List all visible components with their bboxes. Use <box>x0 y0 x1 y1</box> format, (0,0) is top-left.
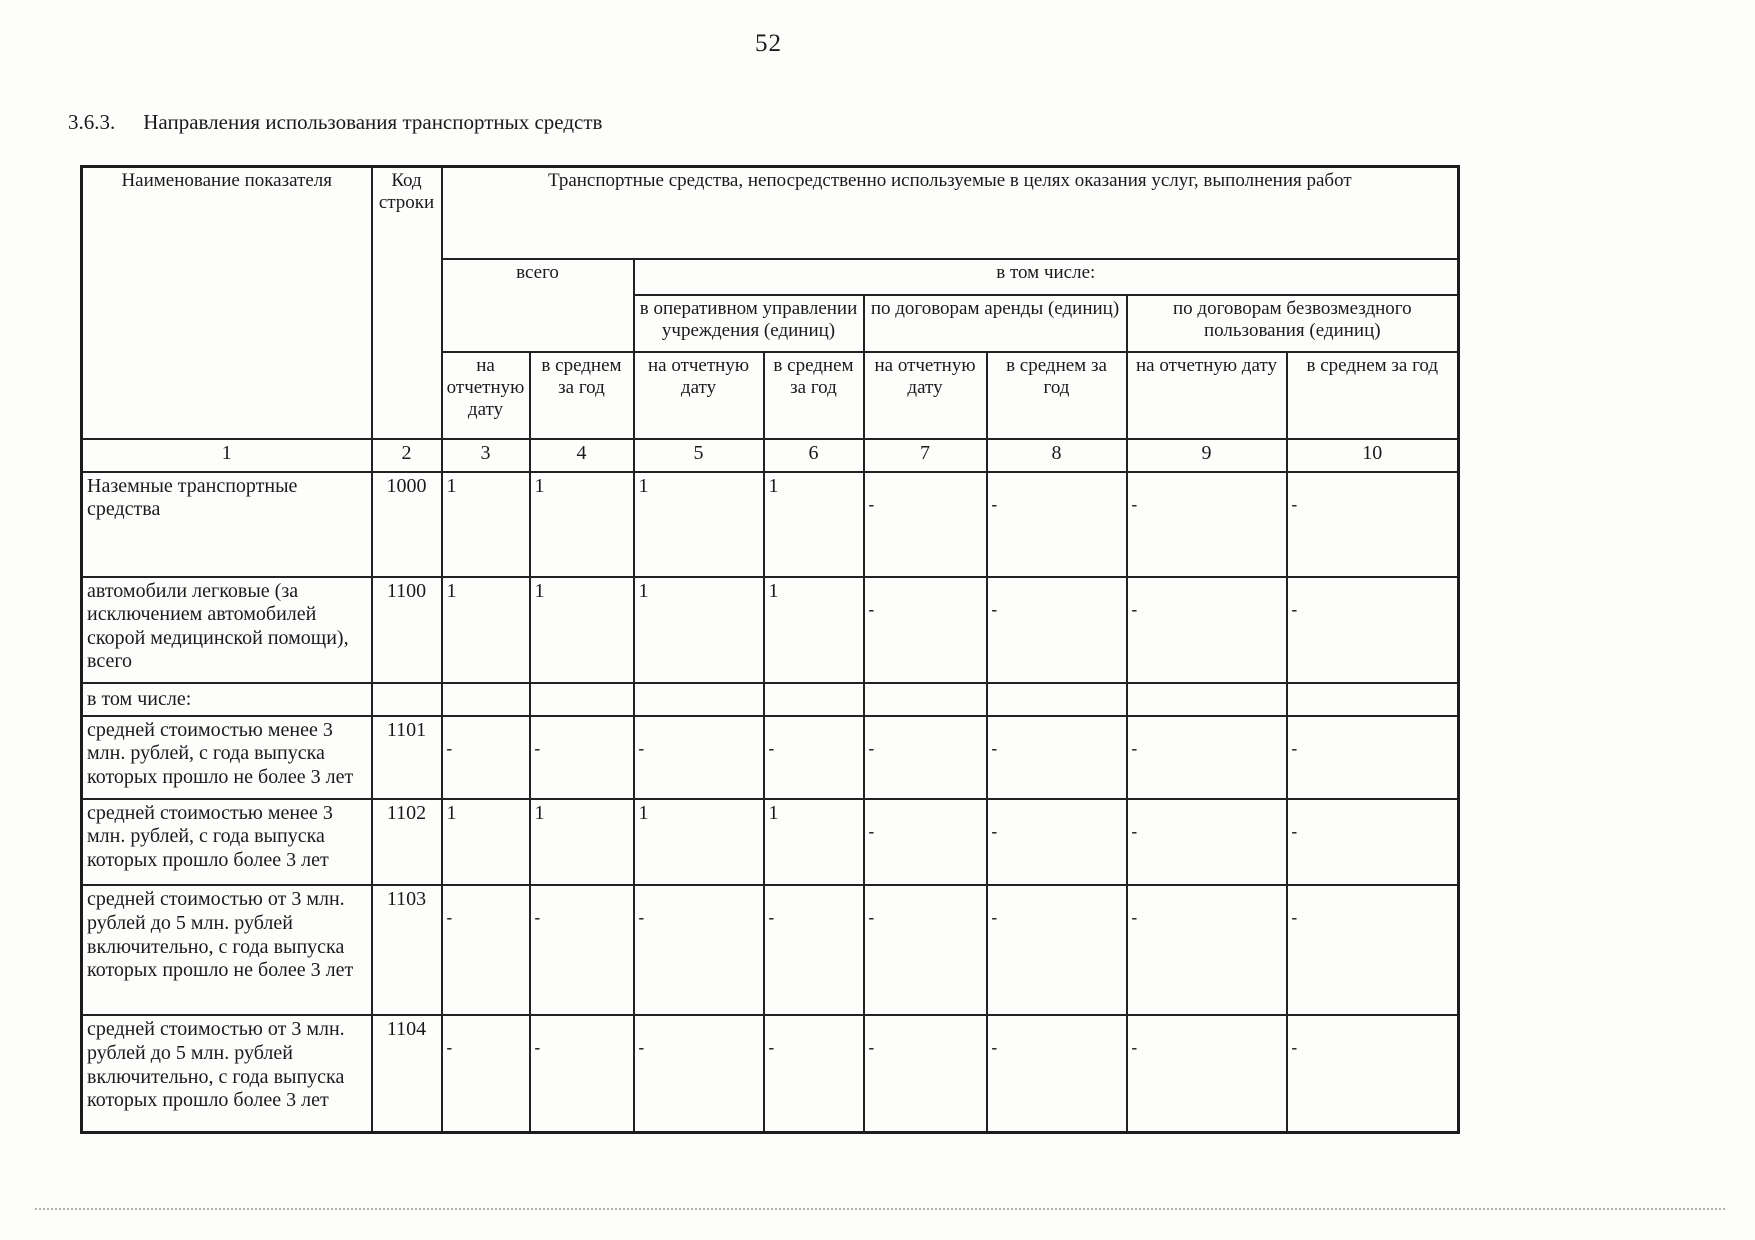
header-leaf-avg-year-gratuitous: в среднем за год <box>1287 352 1459 439</box>
cell-value <box>442 683 530 716</box>
cell-value: - <box>987 472 1127 577</box>
cell-value: - <box>864 716 987 799</box>
column-number: 4 <box>530 439 634 472</box>
header-leaf-on-date-operational: на отчетную дату <box>634 352 764 439</box>
header-leaf-on-date-lease: на отчетную дату <box>864 352 987 439</box>
cell-value: 1 <box>530 577 634 683</box>
table-row <box>82 716 1459 799</box>
cell-value: 1 <box>634 577 764 683</box>
cell-value: - <box>634 1015 764 1132</box>
column-number: 8 <box>987 439 1127 472</box>
header-row-top <box>82 167 1459 259</box>
column-number: 1 <box>82 439 372 472</box>
cell-value: 1 <box>764 577 864 683</box>
column-number: 6 <box>764 439 864 472</box>
header-group-gratuitous: по договорам безвозмездного пользования (единиц) <box>1127 295 1459 352</box>
cell-value: 1 <box>530 472 634 577</box>
table-row <box>82 472 1459 577</box>
row-code: 1103 <box>372 885 442 1015</box>
cell-value <box>864 683 987 716</box>
cell-value: - <box>1287 472 1459 577</box>
cell-value: - <box>442 716 530 799</box>
cell-value <box>530 683 634 716</box>
cell-value: - <box>1127 885 1287 1015</box>
row-name: средней стоимостью менее 3 млн. рублей, с года выпуска которых прошло более 3 лет <box>82 799 372 886</box>
header-leaf-on-date-gratuitous: на отчетную дату <box>1127 352 1287 439</box>
cell-value: - <box>634 716 764 799</box>
cell-value: - <box>1287 716 1459 799</box>
cell-value: - <box>987 716 1127 799</box>
cell-value: - <box>634 885 764 1015</box>
table-row <box>82 683 1459 716</box>
cell-value: - <box>1127 716 1287 799</box>
cell-value: 1 <box>442 799 530 886</box>
cell-value: - <box>530 716 634 799</box>
cell-value: - <box>764 716 864 799</box>
cell-value <box>764 683 864 716</box>
table-row <box>82 1015 1459 1132</box>
row-code: 1100 <box>372 577 442 683</box>
header-group-lease: по договорам аренды (единиц) <box>864 295 1127 352</box>
cell-value: - <box>864 577 987 683</box>
header-including: в том числе: <box>634 259 1459 295</box>
cell-value: - <box>864 472 987 577</box>
header-total: всего <box>442 259 634 352</box>
cell-value: - <box>1127 1015 1287 1132</box>
cell-value: 1 <box>634 799 764 886</box>
vehicles-usage-table <box>80 165 1460 1134</box>
cell-value: 1 <box>764 799 864 886</box>
cell-value <box>1287 683 1459 716</box>
header-main-span: Транспортные средства, непосредственно используемые в целях оказания услуг, выполнения работ <box>442 167 1459 259</box>
cell-value: - <box>1127 799 1287 886</box>
cell-value <box>634 683 764 716</box>
cell-value: - <box>530 885 634 1015</box>
header-group-operational: в оперативном управлении учреждения (единиц) <box>634 295 864 352</box>
header-leaf-on-date-total: на отчетную дату <box>442 352 530 439</box>
column-number: 7 <box>864 439 987 472</box>
cell-value: - <box>1127 577 1287 683</box>
table-row <box>82 885 1459 1015</box>
row-name: Наземные транспортные средства <box>82 472 372 577</box>
cell-value: - <box>1287 799 1459 886</box>
header-leaf-avg-year-lease: в среднем за год <box>987 352 1127 439</box>
cell-value: - <box>987 577 1127 683</box>
section-title-text: Направления использования транспортных средств <box>143 110 603 134</box>
header-leaf-avg-year-operational: в среднем за год <box>764 352 864 439</box>
cell-value <box>987 683 1127 716</box>
cell-value: - <box>764 885 864 1015</box>
cell-value <box>1127 683 1287 716</box>
scan-artifact-line <box>35 1208 1725 1210</box>
cell-value: - <box>442 885 530 1015</box>
cell-value: - <box>530 1015 634 1132</box>
row-name: средней стоимостью от 3 млн. рублей до 5 млн. рублей включительно, с года выпуска которых прошло более 3 лет <box>82 1015 372 1132</box>
cell-value: - <box>1287 1015 1459 1132</box>
header-line-code: Код строки <box>372 167 442 439</box>
cell-value: - <box>1287 885 1459 1015</box>
cell-value: - <box>442 1015 530 1132</box>
cell-value: - <box>864 1015 987 1132</box>
cell-value: - <box>864 799 987 886</box>
cell-value: 1 <box>634 472 764 577</box>
cell-value: 1 <box>530 799 634 886</box>
column-number: 5 <box>634 439 764 472</box>
cell-value: - <box>987 799 1127 886</box>
column-number: 9 <box>1127 439 1287 472</box>
column-number: 3 <box>442 439 530 472</box>
header-leaf-avg-year-total: в среднем за год <box>530 352 634 439</box>
row-code: 1102 <box>372 799 442 886</box>
section-number: 3.6.3. <box>68 110 116 134</box>
page-number: 52 <box>755 30 782 57</box>
row-code: 1104 <box>372 1015 442 1132</box>
cell-value: - <box>764 1015 864 1132</box>
row-name: средней стоимостью менее 3 млн. рублей, с года выпуска которых прошло не более 3 лет <box>82 716 372 799</box>
column-number-row <box>82 439 1459 472</box>
cell-value: 1 <box>764 472 864 577</box>
header-indicator-name: Наименование показателя <box>82 167 372 439</box>
table-row <box>82 799 1459 886</box>
cell-value: 1 <box>442 577 530 683</box>
cell-value: - <box>1127 472 1287 577</box>
section-title <box>68 110 602 135</box>
cell-value: - <box>987 885 1127 1015</box>
row-name: автомобили легковые (за исключением автомобилей скорой медицинской помощи), всего <box>82 577 372 683</box>
cell-value: - <box>864 885 987 1015</box>
cell-value: - <box>1287 577 1459 683</box>
column-number: 10 <box>1287 439 1459 472</box>
row-name: в том числе: <box>82 683 372 716</box>
cell-value: 1 <box>442 472 530 577</box>
row-code: 1000 <box>372 472 442 577</box>
row-name: средней стоимостью от 3 млн. рублей до 5 млн. рублей включительно, с года выпуска которых прошло не более 3 лет <box>82 885 372 1015</box>
row-code: 1101 <box>372 716 442 799</box>
table-row <box>82 577 1459 683</box>
row-code <box>372 683 442 716</box>
column-number: 2 <box>372 439 442 472</box>
cell-value: - <box>987 1015 1127 1132</box>
